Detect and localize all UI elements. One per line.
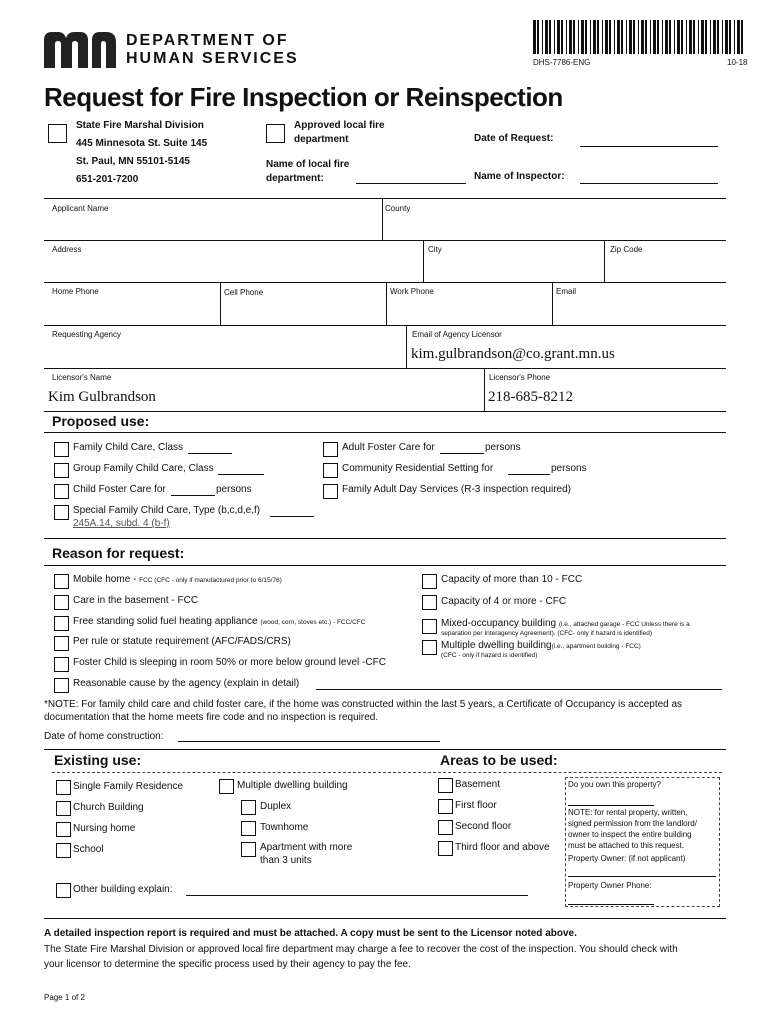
mobile-home-checkbox[interactable] bbox=[54, 574, 69, 589]
barcode-bar bbox=[533, 20, 536, 54]
duplex-checkbox[interactable] bbox=[241, 800, 256, 815]
area-first-floor-label: First floor bbox=[455, 800, 497, 811]
barcode-bar bbox=[578, 20, 579, 54]
barcode-bar bbox=[549, 20, 551, 54]
multiple-dwelling-existing-label: Multiple dwelling building bbox=[237, 780, 348, 791]
property-owner-phone-label: Property Owner Phone: bbox=[568, 881, 652, 890]
form-date: 10-18 bbox=[727, 58, 748, 67]
sfm-address: 445 Minnesota St. Suite 145 bbox=[76, 138, 208, 149]
foster-child-sleeping-checkbox[interactable] bbox=[54, 657, 69, 672]
areas-heading: Areas to be used: bbox=[440, 752, 558, 768]
page-title: Request for Fire Inspection or Reinspection bbox=[44, 82, 563, 112]
mn-logo bbox=[44, 32, 116, 68]
barcode-bar bbox=[725, 20, 728, 54]
barcode-bar bbox=[710, 20, 711, 54]
multiple-dwelling-reason-label: Multiple dwelling building(i.e., apartment building - FCC) bbox=[441, 640, 641, 651]
apartment-checkbox[interactable] bbox=[241, 842, 256, 857]
barcode-bar bbox=[717, 20, 719, 54]
barcode-bar bbox=[561, 20, 563, 54]
state-fire-marshal-checkbox[interactable] bbox=[48, 124, 67, 143]
barcode bbox=[533, 20, 746, 54]
multiple-dwelling-existing-checkbox[interactable] bbox=[219, 779, 234, 794]
reasonable-cause-field[interactable] bbox=[316, 689, 722, 690]
property-owner-phone-field[interactable] bbox=[568, 904, 654, 905]
work-phone-label: Work Phone bbox=[390, 287, 434, 296]
other-building-field[interactable] bbox=[186, 895, 528, 896]
county-label: County bbox=[385, 204, 411, 213]
community-residential-persons-label: persons bbox=[551, 463, 587, 474]
school-label: School bbox=[73, 844, 104, 855]
email-label: Email bbox=[556, 287, 577, 296]
basement-care-checkbox[interactable] bbox=[54, 595, 69, 610]
mobile-home-label: Mobile home - FCC (CFC - only if manufactured prior to 6/15/76) bbox=[73, 574, 282, 585]
existing-use-heading: Existing use: bbox=[54, 752, 142, 768]
child-foster-care-label: Child Foster Care for bbox=[73, 484, 166, 495]
barcode-bar bbox=[686, 20, 687, 54]
barcode-bar bbox=[705, 20, 707, 54]
townhome-checkbox[interactable] bbox=[241, 821, 256, 836]
barcode-bar bbox=[573, 20, 575, 54]
email-agency-licensor-value[interactable]: kim.gulbrandson@co.grant.mn.us bbox=[411, 346, 615, 362]
area-basement-checkbox[interactable] bbox=[438, 778, 453, 793]
duplex-label: Duplex bbox=[260, 801, 292, 812]
inspector-label: Name of Inspector: bbox=[474, 171, 565, 182]
family-child-care-class-field[interactable] bbox=[188, 453, 232, 454]
townhome-label: Townhome bbox=[260, 822, 309, 833]
barcode-bar bbox=[593, 20, 596, 54]
barcode-bar bbox=[693, 20, 695, 54]
other-building-checkbox[interactable] bbox=[56, 883, 71, 898]
barcode-bar bbox=[737, 20, 740, 54]
city-label: City bbox=[428, 245, 442, 254]
nursing-home-checkbox[interactable] bbox=[56, 822, 71, 837]
church-checkbox[interactable] bbox=[56, 801, 71, 816]
multiple-dwelling-reason-checkbox[interactable] bbox=[422, 640, 437, 655]
statute-link[interactable]: 245A.14, subd. 4 (b-f) bbox=[73, 518, 170, 529]
date-of-request-label: Date of Request: bbox=[474, 133, 554, 144]
licensor-phone-label: Licensor's Phone bbox=[489, 373, 551, 382]
barcode-bar bbox=[542, 20, 543, 54]
church-label: Church Building bbox=[73, 802, 144, 813]
adult-foster-care-label: Adult Foster Care for bbox=[342, 442, 435, 453]
barcode-bar bbox=[566, 20, 567, 54]
adult-foster-care-persons-field[interactable] bbox=[440, 453, 484, 454]
barcode-bar bbox=[597, 20, 599, 54]
area-third-floor-label: Third floor and above bbox=[455, 842, 550, 853]
barcode-bar bbox=[605, 20, 608, 54]
community-residential-label: Community Residential Setting for bbox=[342, 463, 494, 474]
barcode-bar bbox=[569, 20, 572, 54]
local-name-label-1: Name of local fire bbox=[266, 159, 350, 170]
barcode-bar bbox=[590, 20, 591, 54]
family-adult-day-checkbox[interactable] bbox=[323, 484, 338, 499]
construction-note-1: *NOTE: For family child care and child foster care, if the home was constructed within the last 5 years, a Certificate of Occupancy is accepted as bbox=[44, 699, 683, 710]
barcode-bar bbox=[629, 20, 632, 54]
area-second-floor-label: Second floor bbox=[455, 821, 512, 832]
barcode-bar bbox=[614, 20, 615, 54]
multiple-dwelling-detail: (CFC - only if hazard is identified) bbox=[441, 652, 538, 659]
barcode-bar bbox=[602, 20, 603, 54]
property-owner-label: Property Owner: (if not applicant) bbox=[568, 854, 686, 863]
sfm-phone: 651-201-7200 bbox=[76, 174, 139, 185]
fuel-heating-label: Free standing solid fuel heating appliance (wood, corn, stoves etc.) - FCC/CFC bbox=[73, 616, 366, 627]
other-building-label: Other building explain: bbox=[73, 884, 173, 895]
barcode-bar bbox=[585, 20, 587, 54]
special-family-child-care-type-field[interactable] bbox=[270, 516, 314, 517]
barcode-bar bbox=[713, 20, 716, 54]
group-family-child-care-checkbox[interactable] bbox=[54, 463, 69, 478]
area-third-floor-checkbox[interactable] bbox=[438, 841, 453, 856]
barcode-bar bbox=[638, 20, 639, 54]
barcode-bar bbox=[621, 20, 623, 54]
approved-label-1: Approved local fire bbox=[294, 120, 385, 131]
own-property-field[interactable] bbox=[568, 805, 654, 806]
barcode-bar bbox=[722, 20, 723, 54]
school-checkbox[interactable] bbox=[56, 843, 71, 858]
barcode-bar bbox=[609, 20, 611, 54]
apartment-label-2: than 3 units bbox=[260, 855, 312, 866]
dept-line2: HUMAN SERVICES bbox=[126, 50, 299, 67]
address-label: Address bbox=[52, 245, 82, 254]
barcode-bar bbox=[662, 20, 663, 54]
barcode-bar bbox=[689, 20, 692, 54]
area-first-floor-checkbox[interactable] bbox=[438, 799, 453, 814]
barcode-bar bbox=[641, 20, 644, 54]
mixed-occupancy-label: Mixed-occupancy building (i.e., attached garage - FCC Unless there is a bbox=[441, 618, 690, 629]
home-phone-label: Home Phone bbox=[52, 287, 99, 296]
apartment-label-1: Apartment with more bbox=[260, 842, 353, 853]
special-family-child-care-label: Special Family Child Care, Type (b,c,d,e,f) bbox=[73, 505, 261, 516]
capacity-4-label: Capacity of 4 or more - CFC bbox=[441, 596, 567, 607]
barcode-bar bbox=[698, 20, 699, 54]
mixed-occupancy-checkbox[interactable] bbox=[422, 619, 437, 634]
barcode-bar bbox=[581, 20, 584, 54]
barcode-bar bbox=[633, 20, 635, 54]
community-residential-persons-field[interactable] bbox=[508, 474, 550, 475]
requesting-agency-label: Requesting Agency bbox=[52, 330, 121, 339]
barcode-bar bbox=[653, 20, 656, 54]
approved-local-fire-checkbox[interactable] bbox=[266, 124, 285, 143]
barcode-bar bbox=[669, 20, 671, 54]
adult-foster-persons-label: persons bbox=[485, 442, 521, 453]
form-code: DHS-7786-ENG bbox=[533, 58, 591, 67]
group-family-child-care-class-field[interactable] bbox=[218, 474, 264, 475]
child-foster-care-checkbox[interactable] bbox=[54, 484, 69, 499]
dept-line1: DEPARTMENT OF bbox=[126, 32, 289, 49]
rule-statute-checkbox[interactable] bbox=[54, 636, 69, 651]
date-of-request-field[interactable] bbox=[580, 146, 718, 147]
reasonable-cause-label: Reasonable cause by the agency (explain in detail) bbox=[73, 678, 300, 689]
capacity-4-checkbox[interactable] bbox=[422, 595, 437, 610]
fee-note-2: your licensor to determine the specific process used by their agency to pay the fee. bbox=[44, 959, 411, 970]
basement-care-label: Care in the basement - FCC bbox=[73, 595, 199, 606]
proposed-use-heading: Proposed use: bbox=[52, 413, 150, 429]
approved-label-2: department bbox=[294, 134, 349, 145]
zip-label: Zip Code bbox=[610, 245, 643, 254]
date-construction-field[interactable] bbox=[178, 741, 440, 742]
applicant-name-label: Applicant Name bbox=[52, 204, 109, 213]
barcode-bar bbox=[741, 20, 743, 54]
child-foster-care-persons-field[interactable] bbox=[171, 495, 215, 496]
rental-note-1: NOTE: for rental property, written, bbox=[568, 808, 688, 817]
barcode-bar bbox=[554, 20, 555, 54]
barcode-bar bbox=[617, 20, 620, 54]
rental-note-2: signed permission from the landlord/ bbox=[568, 819, 697, 828]
local-name-label-2: department: bbox=[266, 173, 324, 184]
capacity-10-label: Capacity of more than 10 - FCC bbox=[441, 574, 583, 585]
rental-note-4: must be attached to this request. bbox=[568, 841, 685, 850]
barcode-bar bbox=[674, 20, 675, 54]
report-required-note: A detailed inspection report is required and must be attached. A copy must be sent to the Licensor noted above. bbox=[44, 928, 577, 939]
licensor-name-value[interactable]: Kim Gulbrandson bbox=[48, 389, 156, 405]
community-residential-checkbox[interactable] bbox=[323, 463, 338, 478]
barcode-bar bbox=[657, 20, 659, 54]
fee-note-1: The State Fire Marshal Division or approved local fire department may charge a fee to recover the cost of the inspection. You should check with bbox=[44, 944, 678, 955]
cell-phone-label: Cell Phone bbox=[224, 288, 264, 297]
barcode-bar bbox=[701, 20, 704, 54]
property-owner-field[interactable] bbox=[568, 876, 716, 877]
inspector-field[interactable] bbox=[580, 183, 718, 184]
licensor-phone-value[interactable]: 218-685-8212 bbox=[488, 389, 573, 405]
family-child-care-checkbox[interactable] bbox=[54, 442, 69, 457]
mixed-occupancy-detail: separation per Interagency Agreement). (CFC- only if hazard is identified) bbox=[441, 630, 652, 637]
fuel-heating-checkbox[interactable] bbox=[54, 616, 69, 631]
barcode-bar bbox=[681, 20, 683, 54]
sfm-name: State Fire Marshal Division bbox=[76, 120, 204, 131]
family-adult-day-label: Family Adult Day Services (R-3 inspection required) bbox=[342, 484, 571, 495]
area-basement-label: Basement bbox=[455, 779, 501, 790]
local-fire-dept-field[interactable] bbox=[356, 183, 466, 184]
barcode-bar bbox=[734, 20, 735, 54]
date-construction-label: Date of home construction: bbox=[44, 731, 164, 742]
licensor-name-label: Licensor's Name bbox=[52, 373, 112, 382]
adult-foster-care-checkbox[interactable] bbox=[323, 442, 338, 457]
construction-note-2: documentation that the home meets fire code and no inspection is required. bbox=[44, 712, 379, 723]
single-family-label: Single Family Residence bbox=[73, 781, 184, 792]
page-number: Page 1 of 2 bbox=[44, 993, 85, 1002]
barcode-bar bbox=[645, 20, 647, 54]
barcode-bar bbox=[545, 20, 548, 54]
reason-heading: Reason for request: bbox=[52, 545, 185, 561]
sfm-city: St. Paul, MN 55101-5145 bbox=[76, 156, 190, 167]
group-family-child-care-label: Group Family Child Care, Class bbox=[73, 463, 214, 474]
barcode-bar bbox=[677, 20, 680, 54]
rule-statute-label: Per rule or statute requirement (AFC/FADS/CRS) bbox=[73, 636, 291, 647]
barcode-bar bbox=[665, 20, 668, 54]
area-second-floor-checkbox[interactable] bbox=[438, 820, 453, 835]
child-foster-persons-label: persons bbox=[216, 484, 252, 495]
reasonable-cause-checkbox[interactable] bbox=[54, 678, 69, 693]
own-property-label: Do you own this property? bbox=[568, 780, 661, 789]
rental-note-3: owner to inspect the entire building bbox=[568, 830, 692, 839]
barcode-bar bbox=[557, 20, 560, 54]
barcode-bar bbox=[650, 20, 651, 54]
special-family-child-care-checkbox[interactable] bbox=[54, 505, 69, 520]
barcode-bar bbox=[729, 20, 731, 54]
email-agency-licensor-label: Email of Agency Licensor bbox=[412, 330, 502, 339]
barcode-bar bbox=[537, 20, 539, 54]
capacity-10-checkbox[interactable] bbox=[422, 574, 437, 589]
foster-child-sleeping-label: Foster Child is sleeping in room 50% or more below ground level -CFC bbox=[73, 657, 386, 668]
family-child-care-label: Family Child Care, Class bbox=[73, 442, 184, 453]
barcode-bar bbox=[626, 20, 627, 54]
nursing-home-label: Nursing home bbox=[73, 823, 136, 834]
single-family-checkbox[interactable] bbox=[56, 780, 71, 795]
